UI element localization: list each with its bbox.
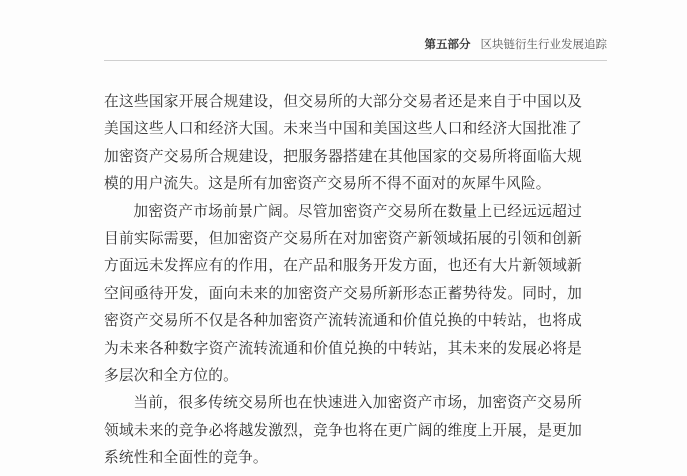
body-text	[104, 88, 582, 476]
paragraph-continued: 在这些国家开展合规建设，但交易所的大部分交易者还是来自于中国以及美国这些人口和经济大国。未来当中国和美国这些人口和经济大国批准了加密资产交易所合规建设，把服务器搭建在其他国家的交易所将面临大规模的用户流失。这是所有加密资产交易所不得不面对的灰犀牛风险。	[104, 93, 582, 193]
running-header	[425, 36, 608, 52]
header-divider	[104, 60, 607, 61]
part-label: 第五部分	[424, 37, 471, 51]
chapter-title: 区块链衍生行业发展追踪	[480, 37, 607, 51]
paragraph: 当前，很多传统交易所也在快速进入加密资产市场，加密资产交易所领域未来的竞争必将越发激烈，竞争也将在更广阔的维度上开展，是更加系统性和全面性的竞争。	[104, 394, 582, 467]
paragraph: 加密资产市场前景广阔。尽管加密资产交易所在数量上已经远远超过目前实际需要，但加密资产交易所在对加密资产新领域拓展的引领和创新方面远未发挥应有的作用，在产品和服务开发方面，也还有大片新领域新空间亟待开发，面向未来的加密资产交易所新形态正蓄势待发。同时，加密资产交易所不仅是各种加密资产流转流通和价值兑换的中转站，也将成为未来各种数字资产流转流通和价值兑换的中转站，其未来的发展必将是多层次和全方位的。	[104, 202, 582, 385]
